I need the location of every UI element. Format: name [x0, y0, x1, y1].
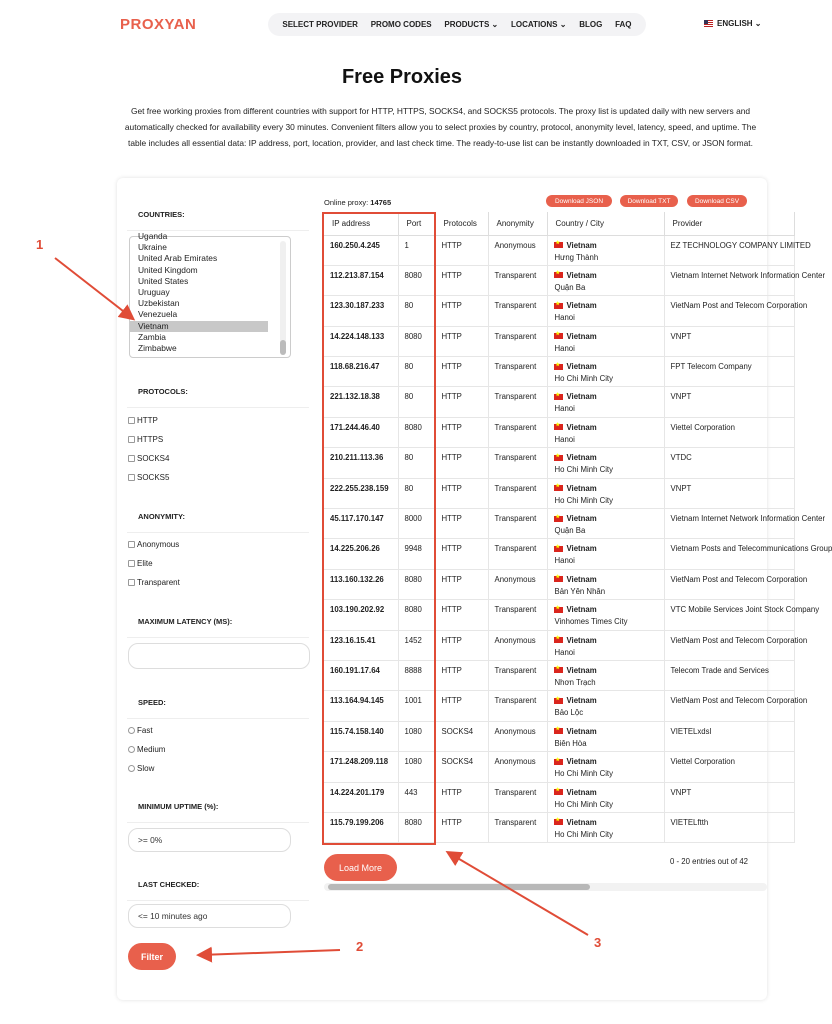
protocols-title: PROTOCOLS: — [138, 387, 188, 396]
city-name: Quận Ba — [554, 282, 586, 292]
port-cell: 1 — [398, 235, 435, 265]
provider-cell: FPT Telecom Company — [664, 357, 794, 387]
country-name: Vietnam — [566, 453, 597, 463]
protocol-cell: HTTP — [435, 539, 488, 569]
country-option[interactable]: Zambia — [138, 331, 166, 342]
provider-cell: Telecom Trade and Services — [664, 660, 794, 690]
country-name: Vietnam — [566, 331, 597, 341]
city-name: Ho Chi Minh City — [554, 799, 613, 809]
country-name: Vietnam — [566, 362, 597, 372]
annotation-arrow-2 — [200, 950, 340, 955]
country-name: Vietnam — [566, 240, 597, 250]
online-count: 14765 — [370, 198, 392, 207]
provider-cell: Viettel Corporation — [664, 417, 794, 447]
city-name: Quận Ba — [554, 526, 586, 536]
anonymity-cell: Transparent — [488, 417, 547, 447]
city-name: Nhơn Trạch — [554, 677, 596, 687]
port-cell: 80 — [398, 478, 435, 508]
anonymity-cell: Transparent — [488, 509, 547, 539]
port-cell: 8080 — [398, 326, 435, 356]
annotation-label-2: 2 — [356, 939, 364, 954]
country-name: Vietnam — [566, 483, 597, 493]
protocol-cell: HTTP — [435, 509, 488, 539]
column-header-ip[interactable]: IP address — [324, 212, 398, 235]
country-name: Vietnam — [566, 787, 597, 797]
checkbox-label: HTTP — [137, 416, 158, 425]
port-cell: 80 — [398, 387, 435, 417]
last-checked-input[interactable]: <= 10 minutes ago — [128, 904, 291, 928]
country-name: Vietnam — [566, 422, 597, 432]
annotation-arrow-1 — [55, 258, 132, 318]
port-cell: 443 — [398, 782, 435, 812]
protocol-cell: HTTP — [435, 326, 488, 356]
ip-cell: 14.225.206.26 — [324, 539, 398, 569]
anonymity-cell: Transparent — [488, 539, 547, 569]
provider-cell: VietNam Post and Telecom Corporation — [664, 630, 794, 660]
anonymity-cell: Transparent — [488, 600, 547, 630]
latency-title: MAXIMUM LATENCY (MS): — [138, 617, 233, 626]
annotation-arrow-3 — [449, 853, 588, 935]
anonymity-cell: Transparent — [488, 660, 547, 690]
ip-cell: 45.117.170.147 — [324, 509, 398, 539]
anonymity-cell: Anonymous — [488, 752, 547, 782]
radio-label: Slow — [137, 764, 155, 773]
country-option[interactable]: United Arab Emirates — [138, 253, 218, 264]
city-name: Ho Chi Minh City — [554, 465, 613, 475]
provider-cell: Viettel Corporation — [664, 752, 794, 782]
city-name: Hanoi — [554, 556, 575, 566]
page-intro: Get free working proxies from different countries with support for HTTP, HTTPS, SOCKS4, and SOCKS5 protocols. The proxy list is updated daily with new servers and automatically checked for availability every 30 minutes. Convenient filters allow you to select proxies by country, protocol, anonymity level, latency, speed, and uptime. The table includes all essential data: IP address, port, location, provider, and last check time. The ready-to-use list can be instantly downloaded in TXT, CSV, or JSON format. — [124, 106, 757, 148]
anonymity-cell: Transparent — [488, 265, 547, 295]
city-name: Hanoi — [554, 404, 575, 414]
ip-cell: 210.211.113.36 — [324, 448, 398, 478]
country-name: Vietnam — [566, 665, 597, 675]
country-option[interactable]: United Kingdom — [138, 264, 198, 275]
port-cell: 8080 — [398, 812, 435, 842]
city-name: Biên Hòa — [554, 738, 587, 748]
port-cell: 80 — [398, 357, 435, 387]
provider-cell: VNPT — [664, 326, 794, 356]
country-option[interactable]: Uruguay — [138, 287, 170, 298]
ip-cell: 171.244.46.40 — [324, 417, 398, 447]
country-option[interactable]: Zimbabwe — [138, 343, 177, 354]
logo[interactable]: PROXYAN — [120, 16, 197, 33]
country-name: Vietnam — [566, 270, 597, 280]
anonymity-cell: Transparent — [488, 812, 547, 842]
provider-cell: VTC Mobile Services Joint Stock Company — [664, 600, 794, 630]
anonymity-cell: Transparent — [488, 691, 547, 721]
anonymity-cell: Transparent — [488, 782, 547, 812]
column-header-port[interactable]: Port — [398, 212, 435, 235]
country-name: Vietnam — [566, 696, 597, 706]
city-name: Vinhomes Times City — [554, 617, 628, 627]
protocol-cell: SOCKS4 — [435, 752, 488, 782]
protocol-cell: HTTP — [435, 660, 488, 690]
anonymity-cell: Transparent — [488, 357, 547, 387]
city-name: Hanoi — [554, 647, 575, 657]
country-option[interactable]: Uganda — [138, 231, 168, 241]
nav-faq[interactable]: FAQ — [615, 20, 632, 29]
city-name: Ho Chi Minh City — [554, 769, 613, 779]
anonymity-cell: Transparent — [488, 478, 547, 508]
ip-cell: 171.248.209.118 — [324, 752, 398, 782]
language-label: ENGLISH ⌄ — [717, 19, 762, 28]
filter-button[interactable]: Filter — [128, 943, 176, 970]
port-cell: 8080 — [398, 600, 435, 630]
port-cell: 9948 — [398, 539, 435, 569]
protocol-cell: HTTP — [435, 387, 488, 417]
ip-cell: 221.132.18.38 — [324, 387, 398, 417]
port-cell: 8080 — [398, 265, 435, 295]
anonymity-cell: Transparent — [488, 326, 547, 356]
country-name: Vietnam — [566, 514, 597, 524]
port-cell: 8080 — [398, 569, 435, 599]
city-name: Hanoi — [554, 313, 575, 323]
protocol-cell: HTTP — [435, 417, 488, 447]
port-cell: 1080 — [398, 752, 435, 782]
ip-cell: 160.191.17.64 — [324, 660, 398, 690]
ip-cell: 222.255.238.159 — [324, 478, 398, 508]
port-cell: 1080 — [398, 721, 435, 751]
nav-products[interactable]: PRODUCTS ⌄ — [444, 20, 499, 29]
port-cell: 8000 — [398, 509, 435, 539]
nav-locations[interactable]: LOCATIONS ⌄ — [510, 20, 567, 29]
protocol-cell: HTTP — [435, 448, 488, 478]
anonymity-cell: Anonymous — [488, 569, 547, 599]
nav-select-provider[interactable]: SELECT PROVIDER — [282, 20, 358, 29]
country-name: Vietnam — [566, 726, 597, 736]
provider-cell: VietNam Post and Telecom Corporation — [664, 296, 794, 326]
city-name: Ho Chi Minh City — [554, 495, 613, 505]
country-option[interactable]: United States — [138, 275, 189, 286]
port-cell: 8888 — [398, 660, 435, 690]
country-name: Vietnam — [566, 301, 597, 311]
column-header-country-city[interactable]: Country / City — [547, 212, 664, 235]
provider-cell: Vietnam Posts and Telecommunications Group — [664, 539, 794, 569]
protocol-cell: SOCKS4 — [435, 721, 488, 751]
protocol-cell: HTTP — [435, 782, 488, 812]
country-option[interactable]: Ukraine — [138, 242, 167, 253]
speed-title: SPEED: — [138, 698, 166, 707]
nav-blog[interactable]: BLOG — [579, 20, 603, 29]
ip-cell: 112.213.87.154 — [324, 265, 398, 295]
anonymity-cell: Anonymous — [488, 235, 547, 265]
ip-cell: 115.79.199.206 — [324, 812, 398, 842]
country-name: Vietnam — [566, 817, 597, 827]
provider-cell: EZ TECHNOLOGY COMPANY LIMITED — [664, 235, 794, 265]
protocol-cell: HTTP — [435, 296, 488, 326]
country-name: Vietnam — [566, 574, 597, 584]
countries-title: COUNTRIES: — [138, 210, 185, 219]
country-name: Vietnam — [566, 605, 597, 615]
protocol-cell: HTTP — [435, 357, 488, 387]
city-name: Bản Yên Nhân — [554, 586, 606, 596]
country-option-selected[interactable]: Vietnam — [130, 321, 268, 332]
checkbox-label: Anonymous — [137, 540, 180, 549]
download-csv-button[interactable]: Download CSV — [687, 195, 747, 207]
provider-cell: VNPT — [664, 782, 794, 812]
checkbox-label: HTTPS — [137, 435, 164, 444]
uptime-title: MINIMUM UPTIME (%): — [138, 802, 219, 811]
country-name: Vietnam — [566, 392, 597, 402]
download-json-button[interactable]: Download JSON — [546, 195, 612, 207]
city-name: Bảo Lộc — [554, 708, 584, 718]
city-name: Hưng Thành — [554, 252, 599, 262]
online-label: Online proxy: — [324, 198, 369, 207]
ip-cell: 115.74.158.140 — [324, 721, 398, 751]
ip-cell: 14.224.148.133 — [324, 326, 398, 356]
anonymity-cell: Transparent — [488, 448, 547, 478]
page-title: Free Proxies — [341, 66, 463, 88]
protocol-cell: HTTP — [435, 235, 488, 265]
load-more-button[interactable]: Load More — [324, 854, 397, 881]
anonymity-cell: Transparent — [488, 296, 547, 326]
country-option[interactable]: Uzbekistan — [138, 298, 180, 309]
port-cell: 1452 — [398, 630, 435, 660]
column-header-protocols[interactable]: Protocols — [435, 212, 488, 235]
port-cell: 80 — [398, 448, 435, 478]
protocol-cell: HTTP — [435, 478, 488, 508]
city-name: Ho Chi Minh City — [554, 374, 613, 384]
ip-cell: 123.30.187.233 — [324, 296, 398, 326]
protocol-cell: HTTP — [435, 812, 488, 842]
country-option[interactable]: Venezuela — [138, 309, 178, 320]
nav-promo-codes[interactable]: PROMO CODES — [370, 20, 432, 29]
port-cell: 8080 — [398, 417, 435, 447]
checkbox-label: SOCKS5 — [137, 473, 170, 482]
city-name: Ho Chi Minh City — [554, 829, 613, 839]
port-cell: 1001 — [398, 691, 435, 721]
ip-cell: 113.160.132.26 — [324, 569, 398, 599]
protocol-cell: HTTP — [435, 569, 488, 599]
provider-cell: Vietnam Internet Network Information Center — [664, 509, 794, 539]
column-header-anonymity[interactable]: Anonymity — [488, 212, 547, 235]
uptime-input[interactable]: >= 0% — [128, 828, 291, 852]
last-checked-title: LAST CHECKED: — [138, 880, 200, 889]
ip-cell: 160.250.4.245 — [324, 235, 398, 265]
city-name: Hanoi — [554, 434, 575, 444]
ip-cell: 118.68.216.47 — [324, 357, 398, 387]
country-name: Vietnam — [566, 544, 597, 554]
ip-cell: 123.16.15.41 — [324, 630, 398, 660]
anonymity-title: ANONYMITY: — [138, 512, 185, 521]
city-name: Hanoi — [554, 343, 575, 353]
provider-cell: Vietnam Internet Network Information Center — [664, 265, 794, 295]
provider-cell: VietNam Post and Telecom Corporation — [664, 569, 794, 599]
anonymity-cell: Anonymous — [488, 630, 547, 660]
annotation-label-1: 1 — [36, 237, 44, 252]
radio-label: Medium — [137, 745, 166, 754]
provider-cell: VNPT — [664, 478, 794, 508]
protocol-cell: HTTP — [435, 265, 488, 295]
protocol-cell: HTTP — [435, 691, 488, 721]
provider-cell: VietNam Post and Telecom Corporation — [664, 691, 794, 721]
anonymity-cell: Transparent — [488, 387, 547, 417]
port-cell: 80 — [398, 296, 435, 326]
entries-count: 0 - 20 entries out of 42 — [670, 857, 749, 866]
download-txt-button[interactable]: Download TXT — [620, 195, 678, 207]
checkbox-label: Elite — [137, 559, 153, 568]
ip-cell: 103.190.202.92 — [324, 600, 398, 630]
protocol-cell: HTTP — [435, 600, 488, 630]
ip-cell: 14.224.201.179 — [324, 782, 398, 812]
annotation-label-3: 3 — [594, 935, 602, 950]
protocol-cell: HTTP — [435, 630, 488, 660]
checkbox-label: SOCKS4 — [137, 454, 170, 463]
provider-cell: VIETELftth — [664, 812, 794, 842]
column-header-provider[interactable]: Provider — [664, 212, 794, 235]
checkbox-label: Transparent — [137, 578, 180, 587]
radio-label: Fast — [137, 726, 153, 735]
provider-cell: VIETELxdsl — [664, 721, 794, 751]
provider-cell: VNPT — [664, 387, 794, 417]
country-name: Vietnam — [566, 635, 597, 645]
country-name: Vietnam — [566, 757, 597, 767]
ip-cell: 113.164.94.145 — [324, 691, 398, 721]
provider-cell: VTDC — [664, 448, 794, 478]
anonymity-cell: Anonymous — [488, 721, 547, 751]
